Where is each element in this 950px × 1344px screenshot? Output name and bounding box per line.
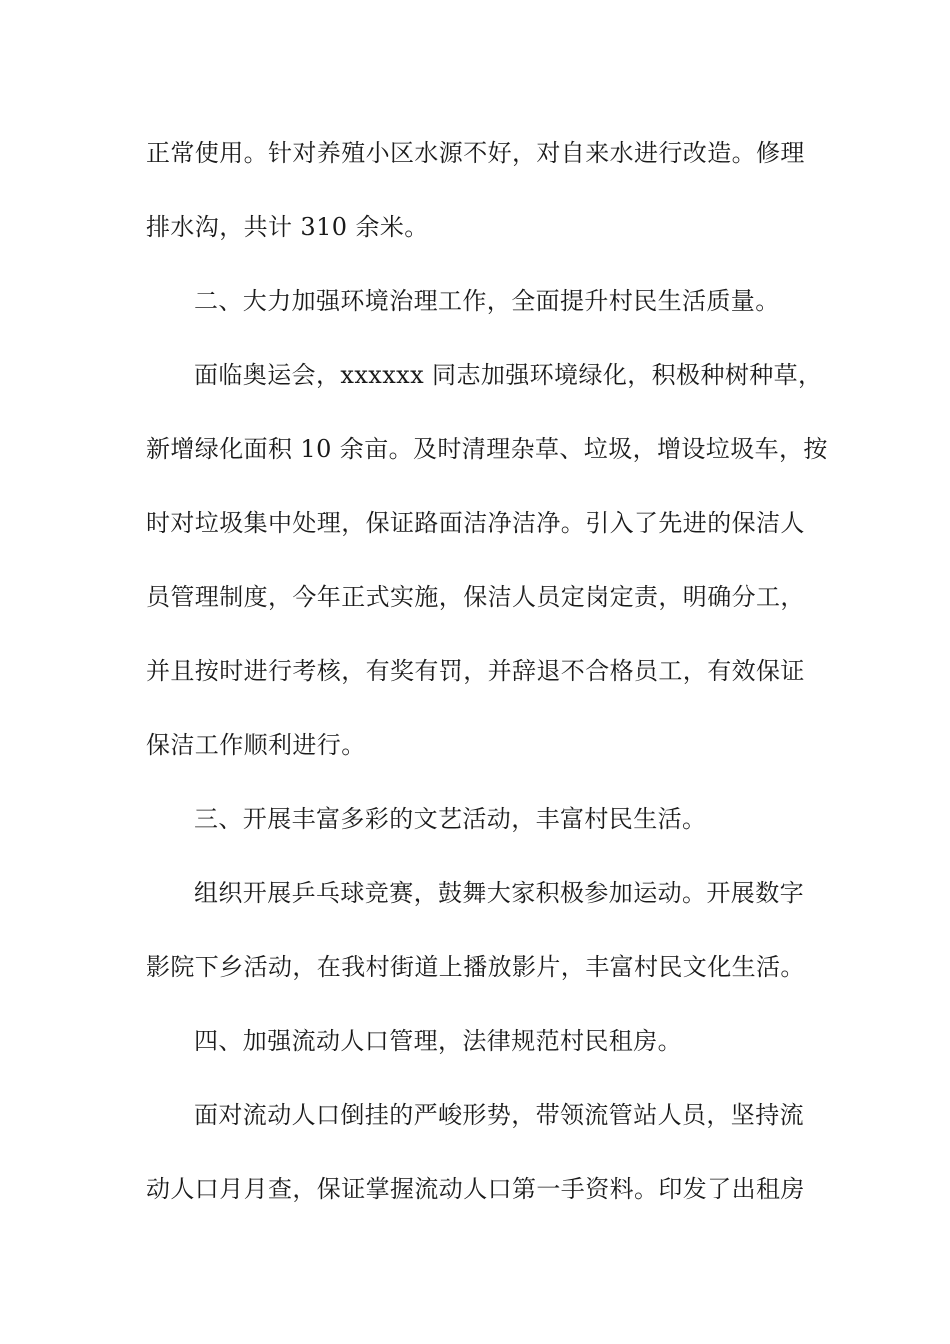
text-line: 保洁工作顺利进行。 xyxy=(146,731,366,759)
text-line: 时对垃圾集中处理，保证路面洁净洁净。引入了先进的保洁人 xyxy=(146,509,805,537)
text-line: 正常使用。针对养殖小区水源不好，对自来水进行改造。修理 xyxy=(146,139,805,167)
section-heading: 四、加强流动人口管理，法律规范村民租房。 xyxy=(194,1027,682,1055)
text-line: 排水沟，共计 310 余米。 xyxy=(146,213,429,241)
text-line: 新增绿化面积 10 余亩。及时清理杂草、垃圾，增设垃圾车，按 xyxy=(146,435,828,463)
text-line: 影院下乡活动，在我村街道上播放影片，丰富村民文化生活。 xyxy=(146,953,805,981)
document-body xyxy=(146,127,828,1237)
text-line: 员管理制度，今年正式实施，保洁人员定岗定责，明确分工， xyxy=(146,583,805,611)
section-heading: 三、开展丰富多彩的文艺活动，丰富村民生活。 xyxy=(194,805,707,833)
paragraph-first-line: 组织开展乒乓球竞赛，鼓舞大家积极参加运动。开展数字 xyxy=(194,879,804,907)
text-line: 动人口月月查，保证掌握流动人口第一手资料。印发了出租房 xyxy=(146,1175,805,1203)
text-line: 并且按时进行考核，有奖有罚，并辞退不合格员工，有效保证 xyxy=(146,657,805,685)
paragraph-first-line: 面对流动人口倒挂的严峻形势，带领流管站人员，坚持流 xyxy=(194,1101,804,1129)
section-heading: 二、大力加强环境治理工作，全面提升村民生活质量。 xyxy=(194,287,780,315)
paragraph-first-line: 面临奥运会，xxxxxx 同志加强环境绿化，积极种树种草， xyxy=(194,361,823,389)
